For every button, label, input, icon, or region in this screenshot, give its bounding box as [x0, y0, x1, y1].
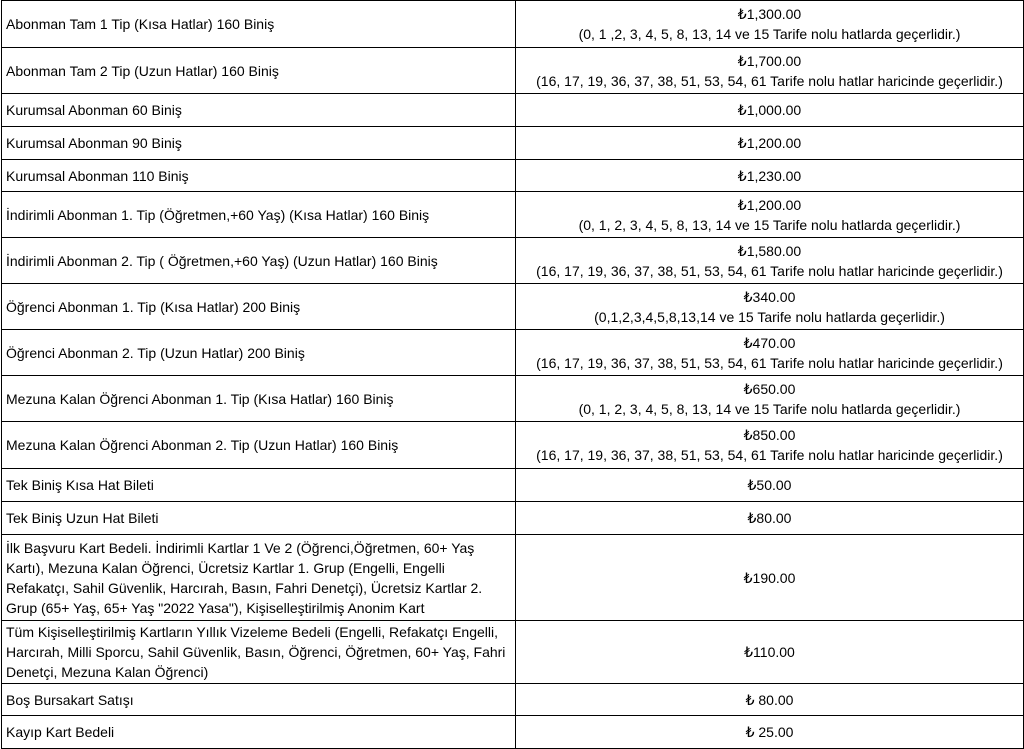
row-name: Mezuna Kalan Öğrenci Abonman 1. Tip (Kısa Hatlar) 160 Biniş: [2, 376, 516, 422]
row-name: İlk Başvuru Kart Bedeli. İndirimli Kartlar 1 Ve 2 (Öğrenci,Öğretmen, 60+ Yaş Kartı), Mezuna Kalan Öğrenci, Ücretsiz Kartlar 1. Grup (Engelli, Engelli Refakatçı, Sahil Güvenlik, Harcırah, Basın, Fahri Denetçi), Ücretsiz Kartlar 2. Grup (65+ Yaş, 65+ Yaş "2022 Yasa"), Kişiselleştirilmiş Anonim Kart: [2, 535, 516, 621]
row-name: Tüm Kişiselleştirilmiş Kartların Yıllık Vizeleme Bedeli (Engelli, Refakatçı Engelli, Harcırah, Milli Sporcu, Sahil Güvenlik, Basın, Öğrenci, Öğretmen, 60+ Yaş, Fahri Denetçi, Mezuna Kalan Öğrenci): [2, 621, 516, 684]
row-price: ₺ 25.00: [516, 716, 1024, 749]
table-row: [2, 716, 1024, 749]
table-row: [2, 684, 1024, 716]
table-row: [2, 469, 1024, 502]
row-price: ₺50.00: [516, 469, 1024, 502]
table-row: [2, 284, 1024, 330]
table-row: [2, 376, 1024, 422]
table-row: [2, 238, 1024, 284]
row-price: ₺650.00: [743, 380, 796, 397]
table-row: [2, 48, 1024, 94]
row-name: Kurumsal Abonman 60 Biniş: [2, 94, 516, 127]
table-row: [2, 621, 1024, 684]
row-note: (0, 1, 2, 3, 4, 5, 8, 13, 14 ve 15 Tarife nolu hatlarda geçerlidir.): [578, 216, 961, 233]
row-price: ₺1,700.00: [737, 52, 802, 69]
row-price: ₺1,200.00: [516, 127, 1024, 160]
row-name: Tek Biniş Uzun Hat Bileti: [2, 502, 516, 535]
row-name: İndirimli Abonman 1. Tip (Öğretmen,+60 Yaş) (Kısa Hatlar) 160 Biniş: [2, 192, 516, 238]
row-price: ₺850.00: [743, 427, 796, 443]
table-row: [2, 94, 1024, 127]
table-row: [2, 535, 1024, 621]
row-note: (0,1,2,3,4,5,8,13,14 ve 15 Tarife nolu hatlarda geçerlidir.): [594, 308, 945, 325]
row-price: ₺1,000.00: [516, 94, 1024, 127]
row-price: ₺190.00: [516, 535, 1024, 621]
row-note: (16, 17, 19, 36, 37, 38, 51, 53, 54, 61 Tarife nolu hatlar haricinde geçerlidir.): [536, 72, 1003, 89]
table-row: [2, 127, 1024, 160]
row-price-cell: [516, 192, 1024, 238]
row-price: ₺470.00: [743, 334, 796, 351]
row-price-cell: [516, 1, 1024, 48]
row-price: ₺110.00: [516, 621, 1024, 684]
row-note: (16, 17, 19, 36, 37, 38, 51, 53, 54, 61 Tarife nolu hatlar haricinde geçerlidir.): [536, 262, 1003, 279]
row-name: Öğrenci Abonman 2. Tip (Uzun Hatlar) 200 Biniş: [2, 330, 516, 376]
row-price: ₺80.00: [516, 502, 1024, 535]
row-name: Kurumsal Abonman 90 Biniş: [2, 127, 516, 160]
row-price: ₺340.00: [743, 288, 796, 305]
row-price-cell: [516, 48, 1024, 94]
row-price-cell: [516, 238, 1024, 284]
row-price-cell: [516, 330, 1024, 376]
table-row: [2, 502, 1024, 535]
row-name: İndirimli Abonman 2. Tip ( Öğretmen,+60 Yaş) (Uzun Hatlar) 160 Biniş: [2, 238, 516, 284]
row-name: Kayıp Kart Bedeli: [2, 716, 516, 749]
row-name: Tek Biniş Kısa Hat Bileti: [2, 469, 516, 502]
row-price-cell: [516, 422, 1024, 469]
table-row: [2, 422, 1024, 469]
row-price: ₺1,230.00: [516, 160, 1024, 192]
table-row: [2, 330, 1024, 376]
row-name: Öğrenci Abonman 1. Tip (Kısa Hatlar) 200 Biniş: [2, 284, 516, 330]
table-row: [2, 160, 1024, 192]
table-row: [2, 1, 1024, 48]
row-name: Boş Bursakart Satışı: [2, 684, 516, 716]
row-name: Abonman Tam 2 Tip (Uzun Hatlar) 160 Biniş: [2, 48, 516, 94]
row-price: ₺ 80.00: [516, 684, 1024, 716]
row-price: ₺1,300.00: [737, 6, 802, 22]
row-name: Abonman Tam 1 Tip (Kısa Hatlar) 160 Biniş: [2, 1, 516, 48]
row-name: Kurumsal Abonman 110 Biniş: [2, 160, 516, 192]
row-name: Mezuna Kalan Öğrenci Abonman 2. Tip (Uzun Hatlar) 160 Biniş: [2, 422, 516, 469]
tariff-table: [1, 0, 1024, 749]
row-price: ₺1,200.00: [737, 196, 802, 213]
row-price-cell: [516, 284, 1024, 330]
row-note: (16, 17, 19, 36, 37, 38, 51, 53, 54, 61 Tarife nolu hatlar haricinde geçerlidir.): [536, 447, 1003, 463]
table-row: [2, 192, 1024, 238]
row-note: (0, 1, 2, 3, 4, 5, 8, 13, 14 ve 15 Tarife nolu hatlarda geçerlidir.): [578, 400, 961, 417]
row-price: ₺1,580.00: [737, 242, 802, 259]
row-note: (16, 17, 19, 36, 37, 38, 51, 53, 54, 61 Tarife nolu hatlar haricinde geçerlidir.): [536, 354, 1003, 371]
row-note: (0, 1 ,2, 3, 4, 5, 8, 13, 14 ve 15 Tarife nolu hatlarda geçerlidir.): [578, 26, 961, 42]
row-price-cell: [516, 376, 1024, 422]
